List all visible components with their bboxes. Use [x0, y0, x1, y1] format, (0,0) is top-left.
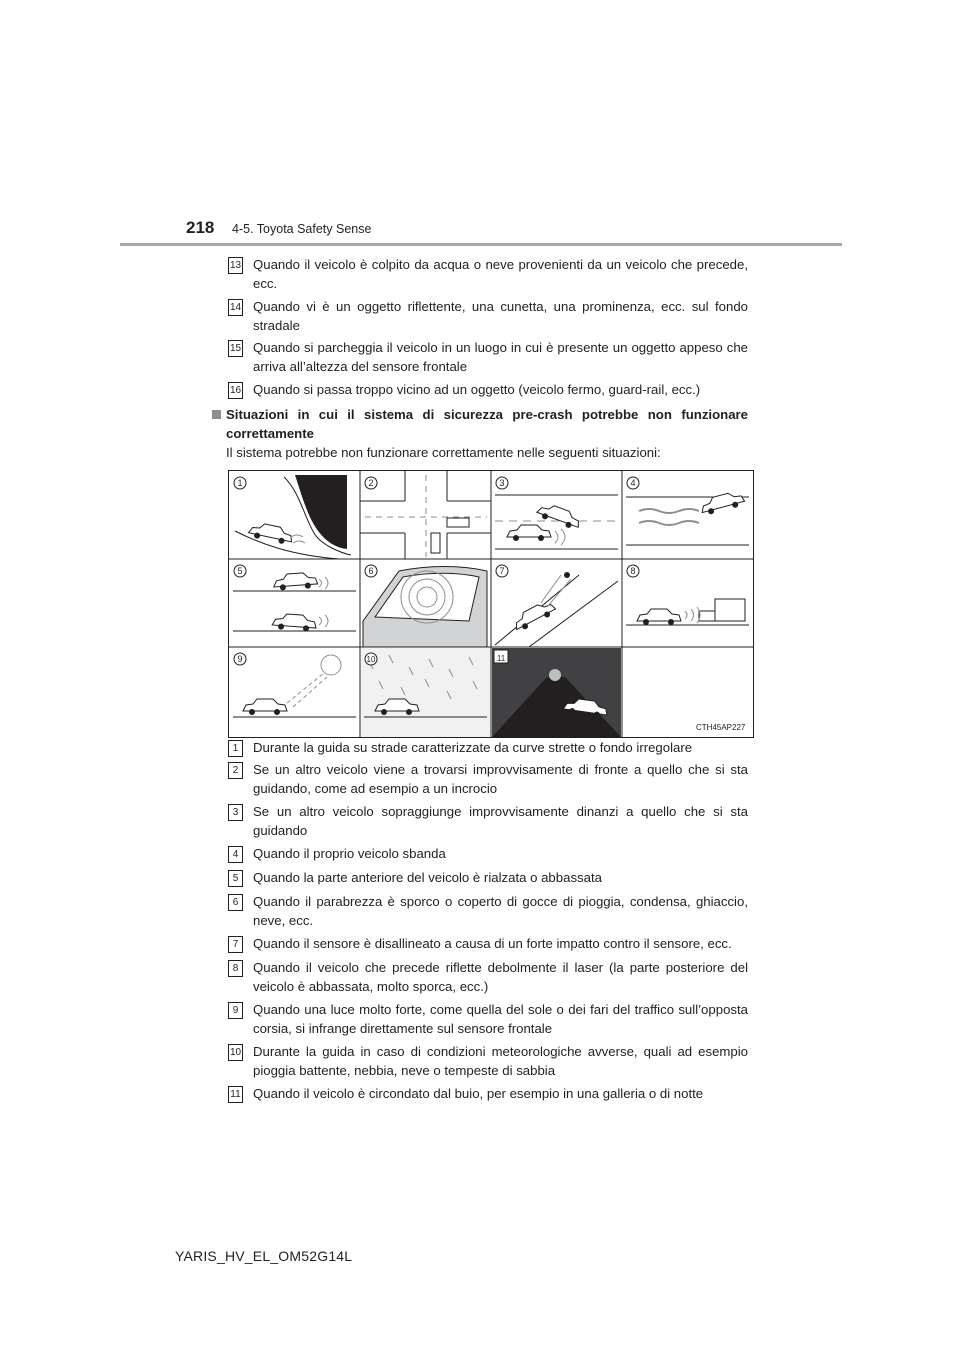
intro-paragraph: Il sistema potrebbe non funzionare correttamente nelle seguenti situazioni: [226, 445, 661, 460]
item-text: Durante la guida in caso di condizioni meteorologiche avverse, quali ad esempio pioggia battente, nebbia, neve o tempeste di sabbia [253, 1044, 748, 1078]
heading-text: Situazioni in cui il sistema di sicurezza pre-crash potrebbe non funzionare correttamente [226, 407, 748, 441]
item-text: Quando la parte anteriore del veicolo è rialzata o abbassata [253, 870, 602, 885]
list-item [228, 868, 748, 887]
list-item [228, 760, 748, 798]
item-number: 2 [228, 762, 243, 779]
list-item [228, 1000, 748, 1038]
item-number: 6 [228, 894, 243, 911]
list-item [228, 338, 748, 376]
item-number: 5 [228, 870, 243, 887]
item-text: Quando il veicolo è colpito da acqua o neve provenienti da un veicolo che precede, ecc. [253, 257, 748, 291]
item-text: Quando il veicolo che precede riflette debolmente il laser (la parte posteriore del veicolo è abbassata, molto sporca, ecc.) [253, 960, 748, 994]
panel-skid [626, 490, 749, 545]
list-item [228, 738, 748, 757]
situations-figure [228, 470, 754, 738]
figure-label: 1 [237, 478, 243, 488]
figure-label: 2 [368, 478, 374, 488]
list-item [228, 255, 748, 293]
item-text: Se un altro veicolo sopraggiunge improvvisamente dinanzi a quello che si sta guidando [253, 804, 748, 838]
list-item [228, 844, 748, 863]
figure-label: 11 [496, 654, 506, 663]
figure-label: 3 [499, 478, 505, 488]
item-text: Quando il veicolo è circondato dal buio, per esempio in una galleria o di notte [253, 1086, 704, 1101]
panel-bright-light [233, 655, 356, 717]
list-item [228, 802, 748, 840]
square-bullet-icon [212, 410, 221, 419]
panel-raised-front [233, 572, 356, 632]
panel-misaligned [495, 572, 618, 647]
list-item [228, 934, 748, 953]
item-text: Quando si parcheggia il veicolo in un luogo in cui è presente un oggetto appeso che arriva all’altezza del sensore frontale [253, 340, 748, 374]
figure-label: 7 [499, 566, 505, 576]
figure-label: 5 [237, 566, 243, 576]
list-item [228, 1042, 748, 1080]
page-number: 218 [186, 218, 215, 237]
item-number: 10 [228, 1044, 243, 1061]
panel-darkness [492, 648, 621, 737]
item-text: Quando il proprio veicolo sbanda [253, 846, 446, 861]
item-text: Quando si passa troppo vicino ad un oggetto (veicolo fermo, guard-rail, ecc.) [253, 382, 701, 397]
figure-code: CTH45AP227 [696, 723, 746, 732]
item-number: 11 [228, 1086, 243, 1103]
panel-windshield [363, 567, 487, 648]
figure-illustration [229, 471, 753, 737]
item-number: 4 [228, 846, 243, 863]
item-number: 9 [228, 1002, 243, 1019]
list-item [228, 1084, 748, 1103]
figure-label: 8 [630, 566, 636, 576]
item-number: 14 [228, 299, 243, 316]
item-text: Quando una luce molto forte, come quella del sole o dei fari del traffico sull’opposta corsia, si infrange direttamente sul sensore frontale [253, 1002, 748, 1036]
list-item [228, 297, 748, 335]
figure-label: 9 [237, 654, 243, 664]
list-item [228, 380, 748, 399]
item-text: Quando vi è un oggetto riflettente, una cunetta, una prominenza, ecc. sul fondo stradale [253, 299, 748, 333]
item-number: 8 [228, 960, 243, 977]
panel-low-reflect [626, 599, 749, 625]
subsection-heading [212, 405, 748, 443]
item-number: 3 [228, 804, 243, 821]
section-title: 4-5. Toyota Safety Sense [232, 222, 372, 236]
item-number: 15 [228, 340, 243, 357]
item-text: Quando il parabrezza è sporco o coperto di gocce di pioggia, condensa, ghiaccio, neve, ecc. [253, 894, 748, 928]
figure-label: 4 [630, 478, 636, 488]
item-number: 16 [228, 382, 243, 399]
panel-intersection [360, 471, 491, 559]
figure-label: 10 [366, 655, 376, 664]
list-item [228, 892, 748, 930]
panel-cut-in [495, 495, 618, 549]
figure-label: 6 [368, 566, 374, 576]
item-text: Se un altro veicolo viene a trovarsi improvvisamente di fronte a quello che si sta guidando, come ad esempio a un incrocio [253, 762, 748, 796]
panel-bad-weather [361, 648, 490, 737]
panel-curve [235, 475, 351, 559]
item-text: Quando il sensore è disallineato a causa di un forte impatto contro il sensore, ecc. [253, 936, 732, 951]
item-number: 7 [228, 936, 243, 953]
item-number: 1 [228, 740, 243, 757]
document-code: YARIS_HV_EL_OM52G14L [175, 1248, 353, 1264]
list-item [228, 958, 748, 996]
item-text: Durante la guida su strade caratterizzate da curve strette o fondo irregolare [253, 740, 693, 755]
item-number: 13 [228, 257, 243, 274]
header-rule [120, 243, 842, 246]
